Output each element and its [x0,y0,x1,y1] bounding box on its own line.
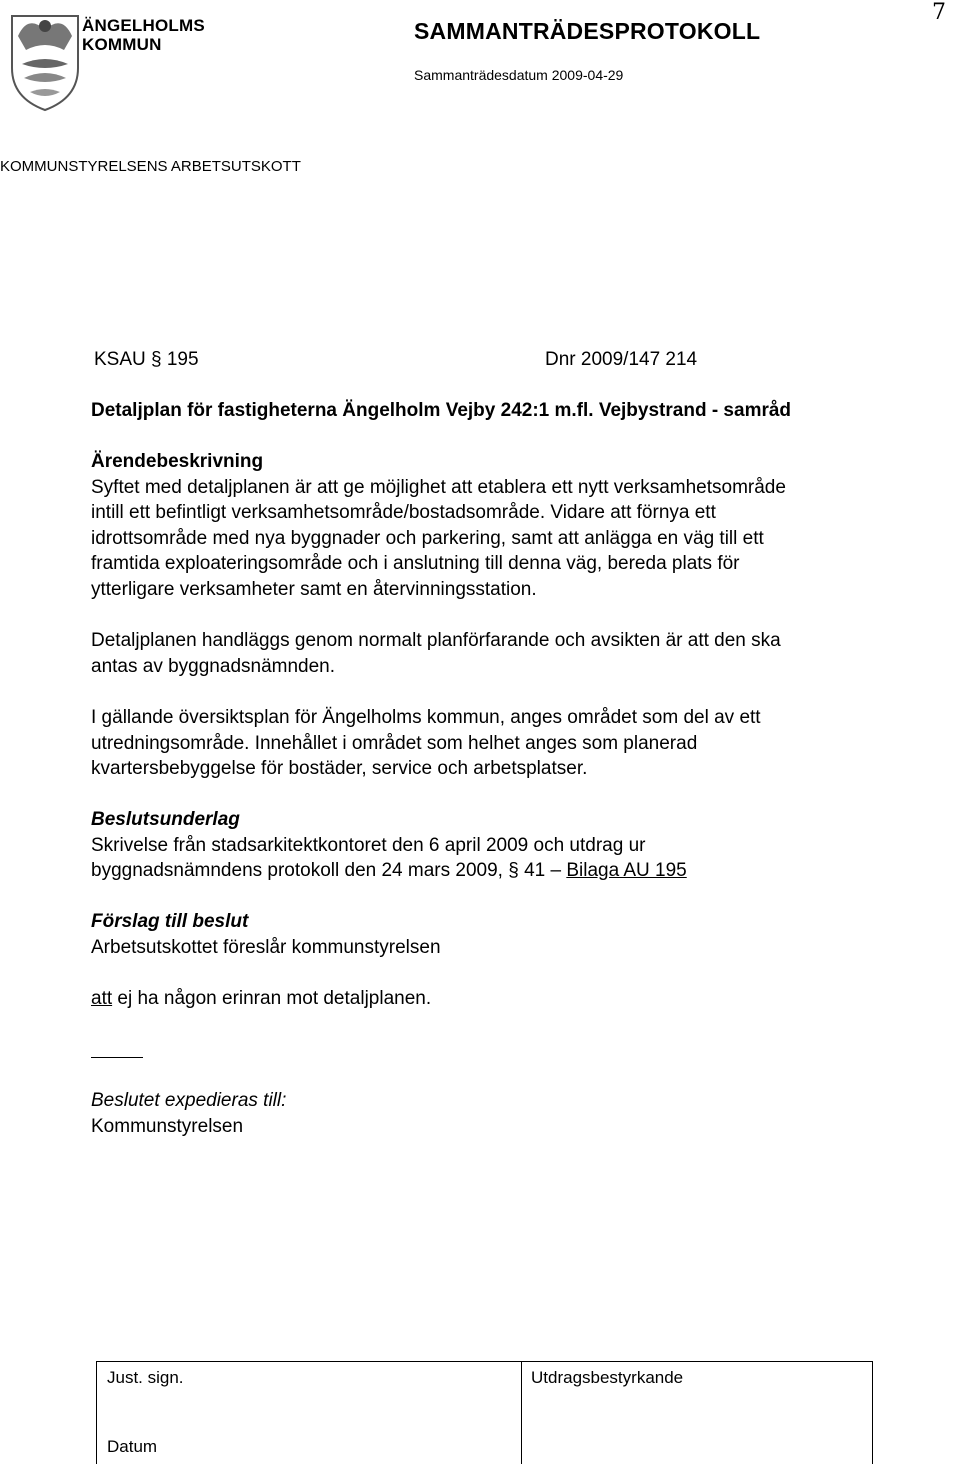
description-line: framtida exploateringsområde och i anslutning till denna väg, bereda plats för [91,553,740,575]
paragraph-line: antas av byggnadsnämnden. [91,655,336,677]
basis-section [91,807,687,884]
description-line: intill ett befintligt verksamhetsområde/bostadsområde. Vidare att förnya ett [91,502,716,524]
basis-line-text: byggnadsnämndens protokoll den 24 mars 2009, § 41 – [91,860,567,882]
basis-line: Skrivelse från stadsarkitektkontoret den 6 april 2009 och utdrag ur [91,834,646,856]
att-keyword: att [91,988,113,1009]
proposal-line: Arbetsutskottet föreslår kommunstyrelsen [91,936,441,958]
attachment-link[interactable]: Bilaga AU 195 [566,860,687,882]
basis-heading: Beslutsunderlag [91,809,240,830]
overview-plan-paragraph [91,705,761,782]
committee-name: KOMMUNSTYRELSENS ARBETSUTSKOTT [0,158,301,175]
logo-wordmark [82,16,205,54]
basis-line-2 [91,858,687,884]
dispatch-heading: Beslutet expedieras till: [91,1090,287,1111]
proposal-section [91,909,441,960]
dispatch-section [91,1088,286,1139]
description-line: idrottsområde med nya byggnader och parkering, samt att anlägga en väg till ett [91,527,764,549]
dispatch-recipient: Kommunstyrelsen [91,1115,244,1137]
description-section [91,449,786,603]
description-line: ytterligare verksamheter samt en återvinningsstation. [91,578,537,600]
document-title: SAMMANTRÄDESPROTOKOLL [414,18,761,44]
paragraph-line: Detaljplanen handläggs genom normalt planförfarande och avsikten är att den ska [91,630,781,651]
description-line: Syftet med detaljplanen är att ge möjlighet att etablera ett nytt verksamhetsområde [91,476,786,498]
decision-line [91,986,431,1012]
process-paragraph [91,628,781,679]
paragraph-line: I gällande översiktsplan för Ängelholms kommun, anges området som del av ett [91,707,761,728]
diary-number: Dnr 2009/147 214 [545,349,698,370]
logo-line-2: KOMMUN [82,35,162,54]
decision-text: ej ha någon erinran mot detaljplanen. [112,988,432,1009]
signature-table [96,1361,873,1464]
meeting-date: Sammanträdesdatum 2009-04-29 [414,67,624,83]
proposal-heading: Förslag till beslut [91,911,249,932]
separator-line [91,1057,143,1058]
signature-table-divider [521,1362,522,1464]
description-heading: Ärendebeskrivning [91,451,264,472]
just-sign-label: Just. sign. [107,1368,184,1387]
case-id: KSAU § 195 [94,349,199,370]
case-title: Detaljplan för fastigheterna Ängelholm Vejby 242:1 m.fl. Vejbystrand - samråd [91,400,792,421]
page-number: 7 [932,0,946,25]
paragraph-line: kvartersbebyggelse för bostäder, service och arbetsplatser. [91,758,588,780]
paragraph-line: utredningsområde. Innehållet i området som helhet anges som planerad [91,732,698,754]
logo-line-1: ÄNGELHOLMS [82,16,205,35]
extract-certification-label: Utdragsbestyrkande [531,1368,684,1387]
date-label: Datum [107,1437,158,1456]
